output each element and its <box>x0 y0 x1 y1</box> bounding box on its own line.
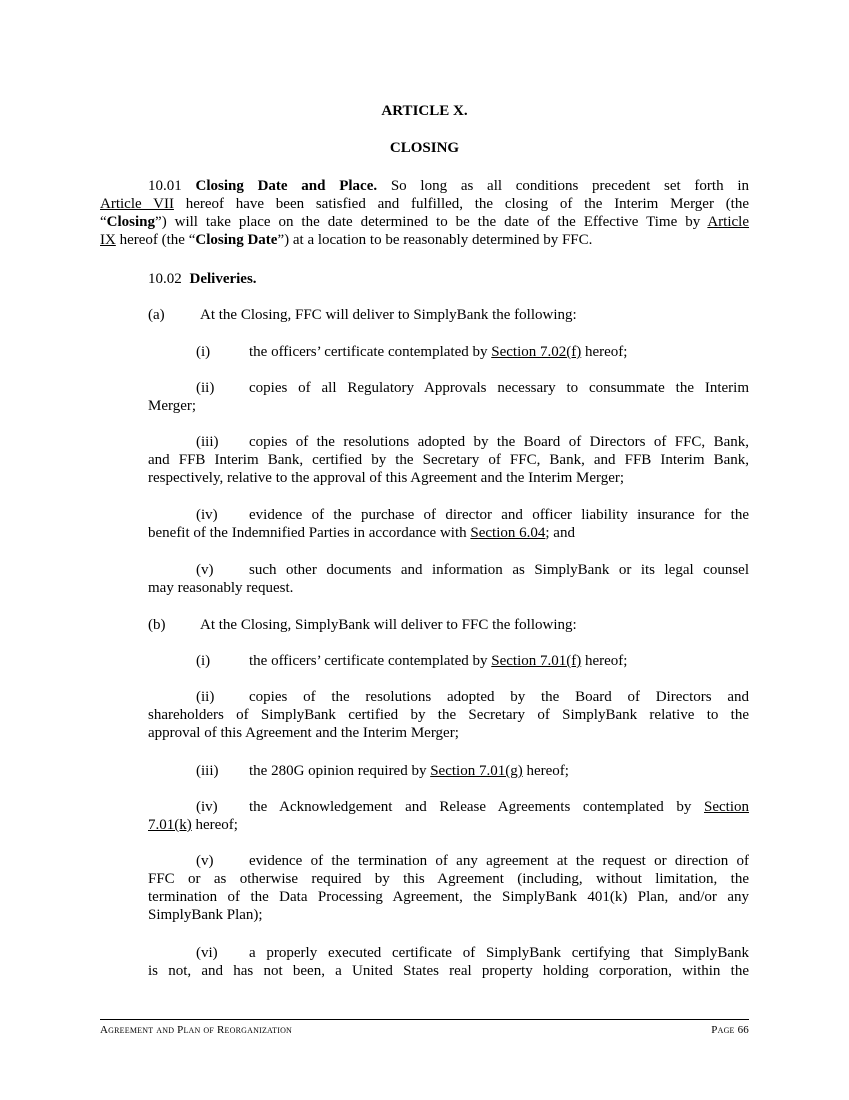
clause-b-i: (i) the officers’ certificate contemplated by Section 7.01(f) hereof; <box>196 653 628 669</box>
footer-page-number: Page 66 <box>711 1024 749 1036</box>
article-subtitle: CLOSING <box>389 140 460 156</box>
defined-term-closing: Closing <box>106 214 156 230</box>
clause-a-iv: (iv) evidence of the purchase of director and officer liability insurance for the benefit of the Indemnified Parties in accordance with Section 6.04; and <box>148 507 749 541</box>
article-ix-link-part2[interactable]: IX <box>100 232 116 248</box>
clause-a-iii: (iii) copies of the resolutions adopted by the Board of Directors of FFC, Bank, and FFB Interim Bank, certified by the Secretary of FFC, Bank, and FFB Interim Bank, respectively, relative to the approval of this Agreement and the Interim Merger; <box>148 434 749 486</box>
section-10-01: 10.01 Closing Date and Place. So long as all conditions precedent set forth in Article VII hereof have been satisfied and fulfilled, the closing of the Interim Merger (the “Closing”) will take place on the date determined to be the date of the Effective Time by Article IX hereof (the “Closing Date”) at a location to be reasonably determined by FFC. <box>100 178 750 248</box>
clause-b: (b) At the Closing, SimplyBank will deliver to FFC the following: <box>148 617 577 633</box>
article-vii-link[interactable]: Article VII <box>100 196 174 212</box>
section-7-01k-link-part1[interactable]: Section <box>704 799 749 815</box>
clause-a-i: (i) the officers’ certificate contemplated by Section 7.02(f) hereof; <box>196 344 628 360</box>
clause-b-iv: (iv) the Acknowledgement and Release Agreements contemplated by Section 7.01(k) hereof; <box>148 799 749 833</box>
section-7-02f-link[interactable]: Section 7.02(f) <box>491 344 582 360</box>
section-10-02 <box>148 270 257 288</box>
section-7-01f-link[interactable]: Section 7.01(f) <box>491 653 582 669</box>
section-7-01g-link[interactable]: Section 7.01(g) <box>430 763 523 779</box>
clause-b-ii: (ii) copies of the resolutions adopted by the Board of Directors and shareholders of SimplyBank certified by the Secretary of SimplyBank relative to the approval of this Agreement and the Interim Merger; <box>148 689 749 741</box>
clause-a-ii: (ii) copies of all Regulatory Approvals necessary to consummate the Interim Merger; <box>148 380 749 414</box>
footer-divider <box>100 1019 749 1020</box>
footer-document-title: Agreement and Plan of Reorganization <box>100 1024 293 1036</box>
clause-b-v: (v) evidence of the termination of any agreement at the request or direction of FFC or as otherwise required by this Agreement (including, without limitation, the termination of the Data Processing Agreement, the SimplyBank 401(k) Plan, and/or any SimplyBank Plan); <box>148 853 749 923</box>
article-title: ARTICLE X. <box>381 103 468 119</box>
clause-a: (a) At the Closing, FFC will deliver to SimplyBank the following: <box>148 307 577 323</box>
article-ix-link-part1[interactable]: Article <box>707 214 749 230</box>
section-number: 10.02 <box>148 271 182 287</box>
section-6-04-link[interactable]: Section 6.04 <box>470 525 546 541</box>
section-heading: Closing Date and Place. <box>195 178 378 194</box>
section-7-01k-link-part2[interactable]: 7.01(k) <box>148 817 192 833</box>
clause-b-iii: (iii) the 280G opinion required by Section 7.01(g) hereof; <box>196 763 569 779</box>
defined-term-closing-date: Closing Date <box>195 232 278 248</box>
clause-a-v: (v) such other documents and information as SimplyBank or its legal counsel may reasonably request. <box>148 562 749 596</box>
section-number: 10.01 <box>148 178 182 194</box>
section-heading: Deliveries. <box>189 271 257 287</box>
clause-b-vi: (vi) a properly executed certificate of SimplyBank certifying that SimplyBank is not, and has not been, a United States real property holding corporation, within the <box>148 945 749 979</box>
